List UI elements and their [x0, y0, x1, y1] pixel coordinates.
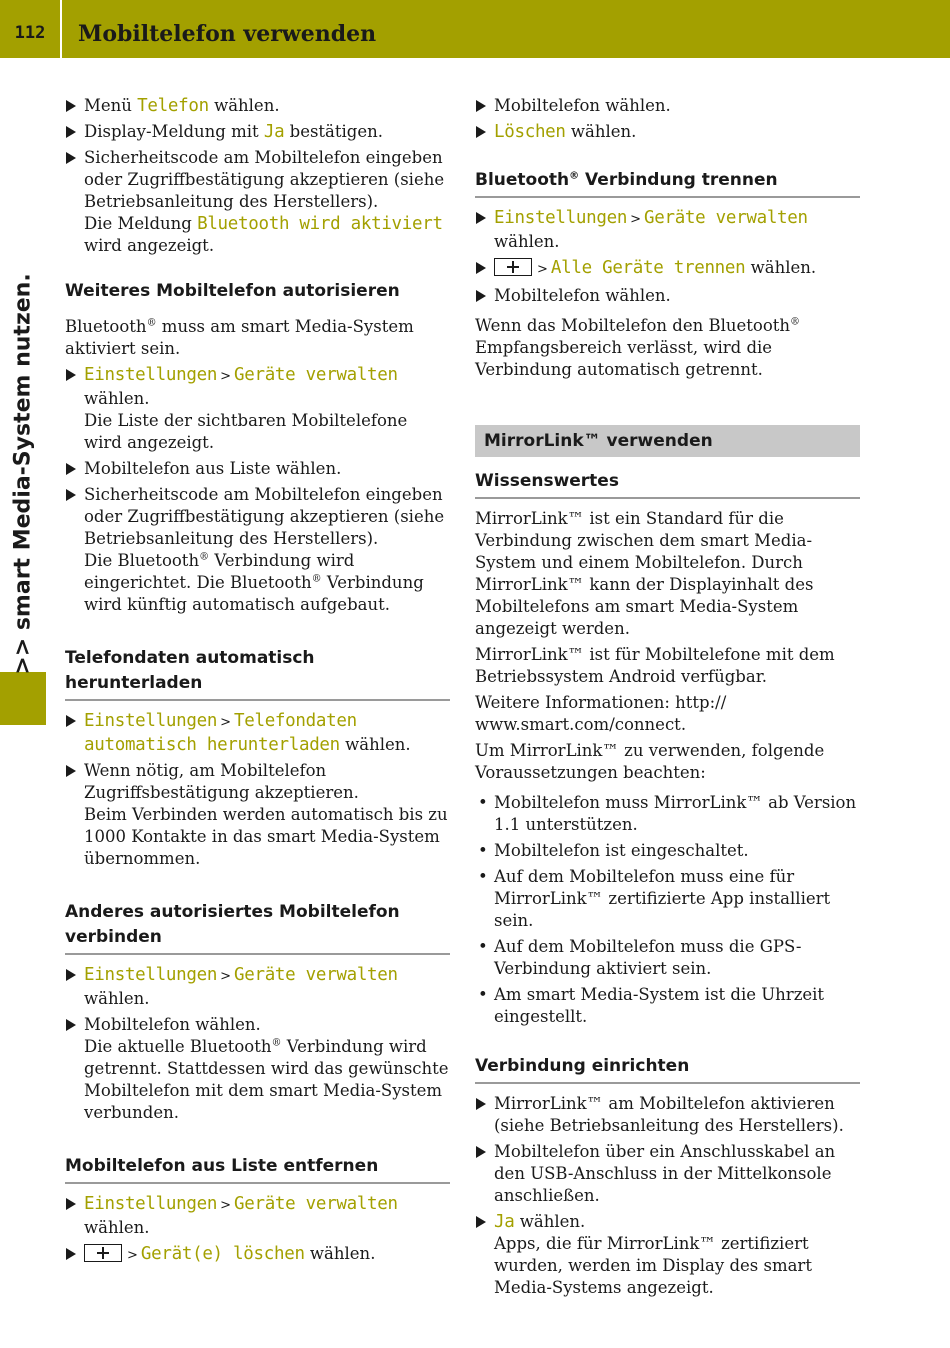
side-tab-marker — [0, 672, 46, 725]
step-item: Löschen wählen. — [475, 121, 860, 143]
step-item: Mobiltelefon über ein Anschlusskabel an den USB-Anschluss in der Mittelkonsole anschließen. — [475, 1141, 860, 1207]
step-item: Einstellungen > Geräte verwalten wählen. Die Liste der sichtbaren Mobiltelefone wird angezeigt. — [65, 364, 450, 454]
section-heading: Verbindung einrichten — [475, 1054, 860, 1084]
step-item: MirrorLink™ am Mobiltelefon aktivieren (siehe Betriebsanleitung des Herstellers). — [475, 1093, 860, 1137]
section-heading: Telefondaten automatisch herunterladen — [65, 646, 450, 701]
step-item: Mobiltelefon wählen. Die aktuelle Bluetooth® Verbindung wird getrennt. Stattdessen wird das gewünschte Mobiltelefon mit dem smart Media-System verbunden. — [65, 1014, 450, 1124]
step-item: Mobiltelefon aus Liste wählen. — [65, 458, 450, 480]
menu-item-ja: Ja — [263, 122, 285, 142]
plus-key-icon — [494, 258, 532, 276]
step-item: Einstellungen > Geräte verwalten wählen. — [475, 207, 860, 253]
paragraph: Wenn das Mobiltelefon den Bluetooth® Empfangsbereich verlässt, wird die Verbindung automatisch getrennt. — [475, 316, 801, 379]
list-item: • Mobiltelefon ist eingeschaltet. — [475, 840, 860, 862]
page-title: Mobiltelefon verwenden — [78, 21, 377, 47]
right-column — [475, 95, 860, 1303]
plus-key-icon — [84, 1244, 122, 1262]
step-item: Display-Meldung mit Ja bestätigen. — [65, 121, 450, 143]
step-item: > Alle Geräte trennen wählen. — [475, 257, 860, 281]
paragraph: Weitere Informationen: http:// www.smart.com/connect. — [475, 693, 727, 734]
page-header — [0, 0, 950, 58]
paragraph: Bluetooth® muss am smart Media-System aktiviert sein. — [65, 317, 414, 358]
chevron-right-icon: > — [220, 369, 231, 384]
step-item: Sicherheitscode am Mobiltelefon eingeben oder Zugriffbestätigung akzeptieren (siehe Betriebsanleitung des Herstellers). Die Meldung Bluetooth wird aktiviert wird angezeigt. — [65, 147, 450, 257]
list-item: • Am smart Media-System ist die Uhrzeit eingestellt. — [475, 984, 860, 1028]
section-heading: Weiteres Mobiltelefon autorisieren — [65, 281, 400, 301]
section-heading: Anderes autorisiertes Mobiltelefon verbinden — [65, 900, 450, 955]
paragraph: MirrorLink™ ist für Mobiltelefone mit dem Betriebssystem Android verfügbar. — [475, 645, 835, 686]
list-item: • Mobiltelefon muss MirrorLink™ ab Version 1.1 unterstützen. — [475, 792, 860, 836]
step-item: Mobiltelefon wählen. — [475, 285, 860, 307]
side-tab-label: >> smart Media-System nutzen. — [10, 273, 36, 675]
chevron-right-icon: > — [220, 715, 231, 730]
display-message: Bluetooth wird aktiviert — [197, 214, 443, 234]
list-item: • Auf dem Mobiltelefon muss die GPS-Verbindung aktiviert sein. — [475, 936, 860, 980]
step-item: Einstellungen > Telefondaten automatisch herunterladen wählen. — [65, 710, 450, 756]
section-heading: Wissenswertes — [475, 469, 860, 499]
section-heading: Bluetooth® Verbindung trennen — [475, 168, 860, 198]
paragraph: Um MirrorLink™ zu verwenden, folgende Voraussetzungen beachten: — [475, 741, 825, 782]
list-item: • Auf dem Mobiltelefon muss eine für MirrorLink™ zertifizierte App installiert sein. — [475, 866, 860, 932]
chevron-right-icon: > — [220, 969, 231, 984]
section-heading: Mobiltelefon aus Liste entfernen — [65, 1154, 450, 1184]
step-item: Mobiltelefon wählen. — [475, 95, 860, 117]
step-item: Einstellungen > Geräte verwalten wählen. — [65, 1193, 450, 1239]
paragraph: MirrorLink™ ist ein Standard für die Verbindung zwischen dem smart Media-System und einem Mobiltelefon. Durch MirrorLink™ kann der Displayinhalt des Mobiltelefons am smart Media-System angezeigt werden. — [475, 509, 814, 638]
page-number: 112 — [0, 0, 62, 58]
menu-item-telefon: Telefon — [137, 96, 209, 116]
chevron-right-icon: > — [537, 262, 548, 277]
step-item: Ja wählen. Apps, die für MirrorLink™ zertifiziert wurden, werden im Display des smart Media-Systems angezeigt. — [475, 1211, 860, 1299]
step-item: Sicherheitscode am Mobiltelefon eingeben oder Zugriffbestätigung akzeptieren (siehe Betriebsanleitung des Herstellers). Die Bluetooth® Verbindung wird eingerichtet. Die Bluetooth® Verbindung wird künftig automatisch aufgebaut. — [65, 484, 450, 616]
step-item: Einstellungen > Geräte verwalten wählen. — [65, 964, 450, 1010]
step-item: Wenn nötig, am Mobiltelefon Zugriffsbestätigung akzeptieren. Beim Verbinden werden automatisch bis zu 1000 Kontakte in das smart Media-System übernommen. — [65, 760, 450, 870]
left-column — [65, 95, 450, 1271]
step-item: > Gerät(e) löschen wählen. — [65, 1243, 450, 1267]
chevron-right-icon: > — [630, 212, 641, 227]
step-item: Menü Telefon wählen. — [65, 95, 450, 117]
section-banner: MirrorLink™ verwenden — [475, 425, 860, 457]
chevron-right-icon: > — [127, 1248, 138, 1263]
chevron-right-icon: > — [220, 1198, 231, 1213]
